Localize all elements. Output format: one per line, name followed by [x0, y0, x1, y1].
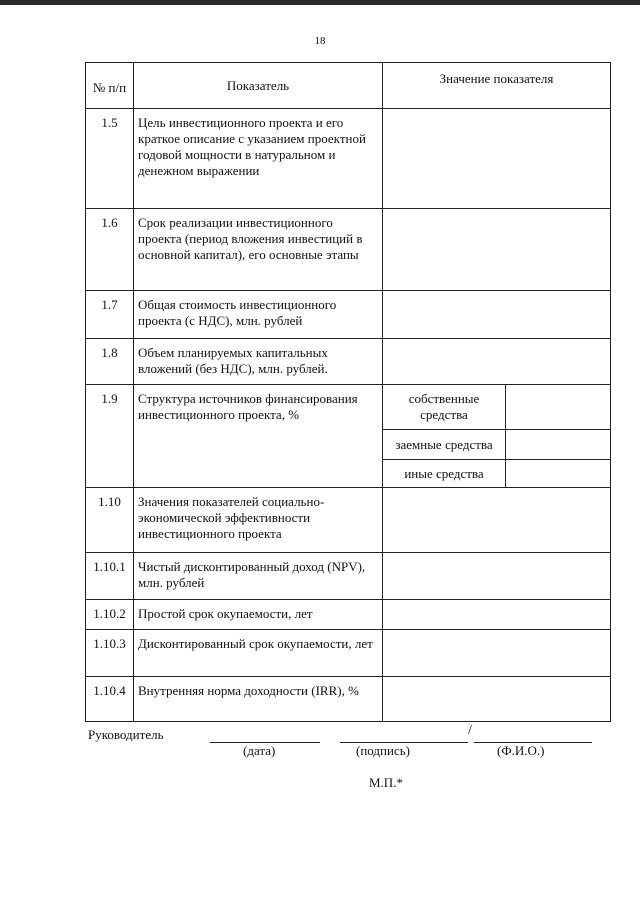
row-num: 1.10.3: [86, 630, 134, 677]
table-row: [86, 488, 611, 553]
top-edge-bar: [0, 0, 640, 5]
table-header-row: [86, 63, 611, 109]
row-value-cell[interactable]: [383, 677, 611, 722]
table-row: [86, 109, 611, 209]
separator-slash: /: [468, 723, 472, 738]
row-num: 1.10.2: [86, 600, 134, 630]
row-indicator: Чистый дисконтированный доход (NPV), млн. рублей: [134, 553, 383, 600]
row-indicator: Объем планируемых капитальных вложений (без НДС), млн. рублей.: [134, 339, 383, 385]
header-indicator: Показатель: [134, 63, 383, 109]
source-other-label: иные средства: [383, 460, 506, 488]
row-indicator: Дисконтированный срок окупаемости, лет: [134, 630, 383, 677]
row-num: 1.6: [86, 209, 134, 291]
source-borrowed-value[interactable]: [506, 430, 611, 460]
row-value-cell[interactable]: [383, 600, 611, 630]
row-value-cell[interactable]: [383, 291, 611, 339]
row-num: 1.8: [86, 339, 134, 385]
row-num: 1.7: [86, 291, 134, 339]
row-indicator: Простой срок окупаемости, лет: [134, 600, 383, 630]
head-label: Руководитель: [88, 727, 164, 742]
row-indicator: Цель инвестиционного проекта и его краткое описание с указанием проектной годовой мощности в натуральном и денежном выражении: [134, 109, 383, 209]
page-number: 18: [314, 35, 326, 47]
row-value-cell[interactable]: [383, 553, 611, 600]
row-indicator: Внутренняя норма доходности (IRR), %: [134, 677, 383, 722]
row-indicator: Срок реализации инвестиционного проекта (период вложения инвестиций в основной капитал), его основные этапы: [134, 209, 383, 291]
table-row: [86, 209, 611, 291]
row-indicator: Структура источников финансирования инвестиционного проекта, %: [134, 385, 383, 488]
table-row: [86, 339, 611, 385]
table-row: [86, 630, 611, 677]
signature-caption: (подпись): [356, 743, 410, 758]
table-row: [86, 677, 611, 722]
row-num: 1.10: [86, 488, 134, 553]
source-borrowed-label: заемные средства: [383, 430, 506, 460]
row-num: 1.10.4: [86, 677, 134, 722]
table-row: [86, 600, 611, 630]
source-own-value[interactable]: [506, 385, 611, 430]
row-num: 1.5: [86, 109, 134, 209]
row-value-cell[interactable]: [383, 488, 611, 553]
row-num: 1.10.1: [86, 553, 134, 600]
row-num: 1.9: [86, 385, 134, 488]
row-value-cell[interactable]: [383, 630, 611, 677]
name-caption: (Ф.И.О.): [497, 743, 545, 758]
header-num: № п/п: [86, 63, 134, 109]
header-value: Значение показателя: [383, 63, 611, 109]
indicators-table: [85, 62, 611, 722]
table-row: [86, 553, 611, 600]
row-indicator: Значения показателей социально-экономической эффективности инвестиционного проекта: [134, 488, 383, 553]
table-row: [86, 385, 611, 430]
table-row: [86, 291, 611, 339]
source-own-label: собственные средства: [383, 385, 506, 430]
date-caption: (дата): [243, 743, 276, 758]
source-other-value[interactable]: [506, 460, 611, 488]
row-indicator: Общая стоимость инвестиционного проекта (с НДС), млн. рублей: [134, 291, 383, 339]
row-value-cell[interactable]: [383, 339, 611, 385]
row-value-cell[interactable]: [383, 109, 611, 209]
row-value-cell[interactable]: [383, 209, 611, 291]
stamp-label: М.П.*: [369, 775, 403, 790]
